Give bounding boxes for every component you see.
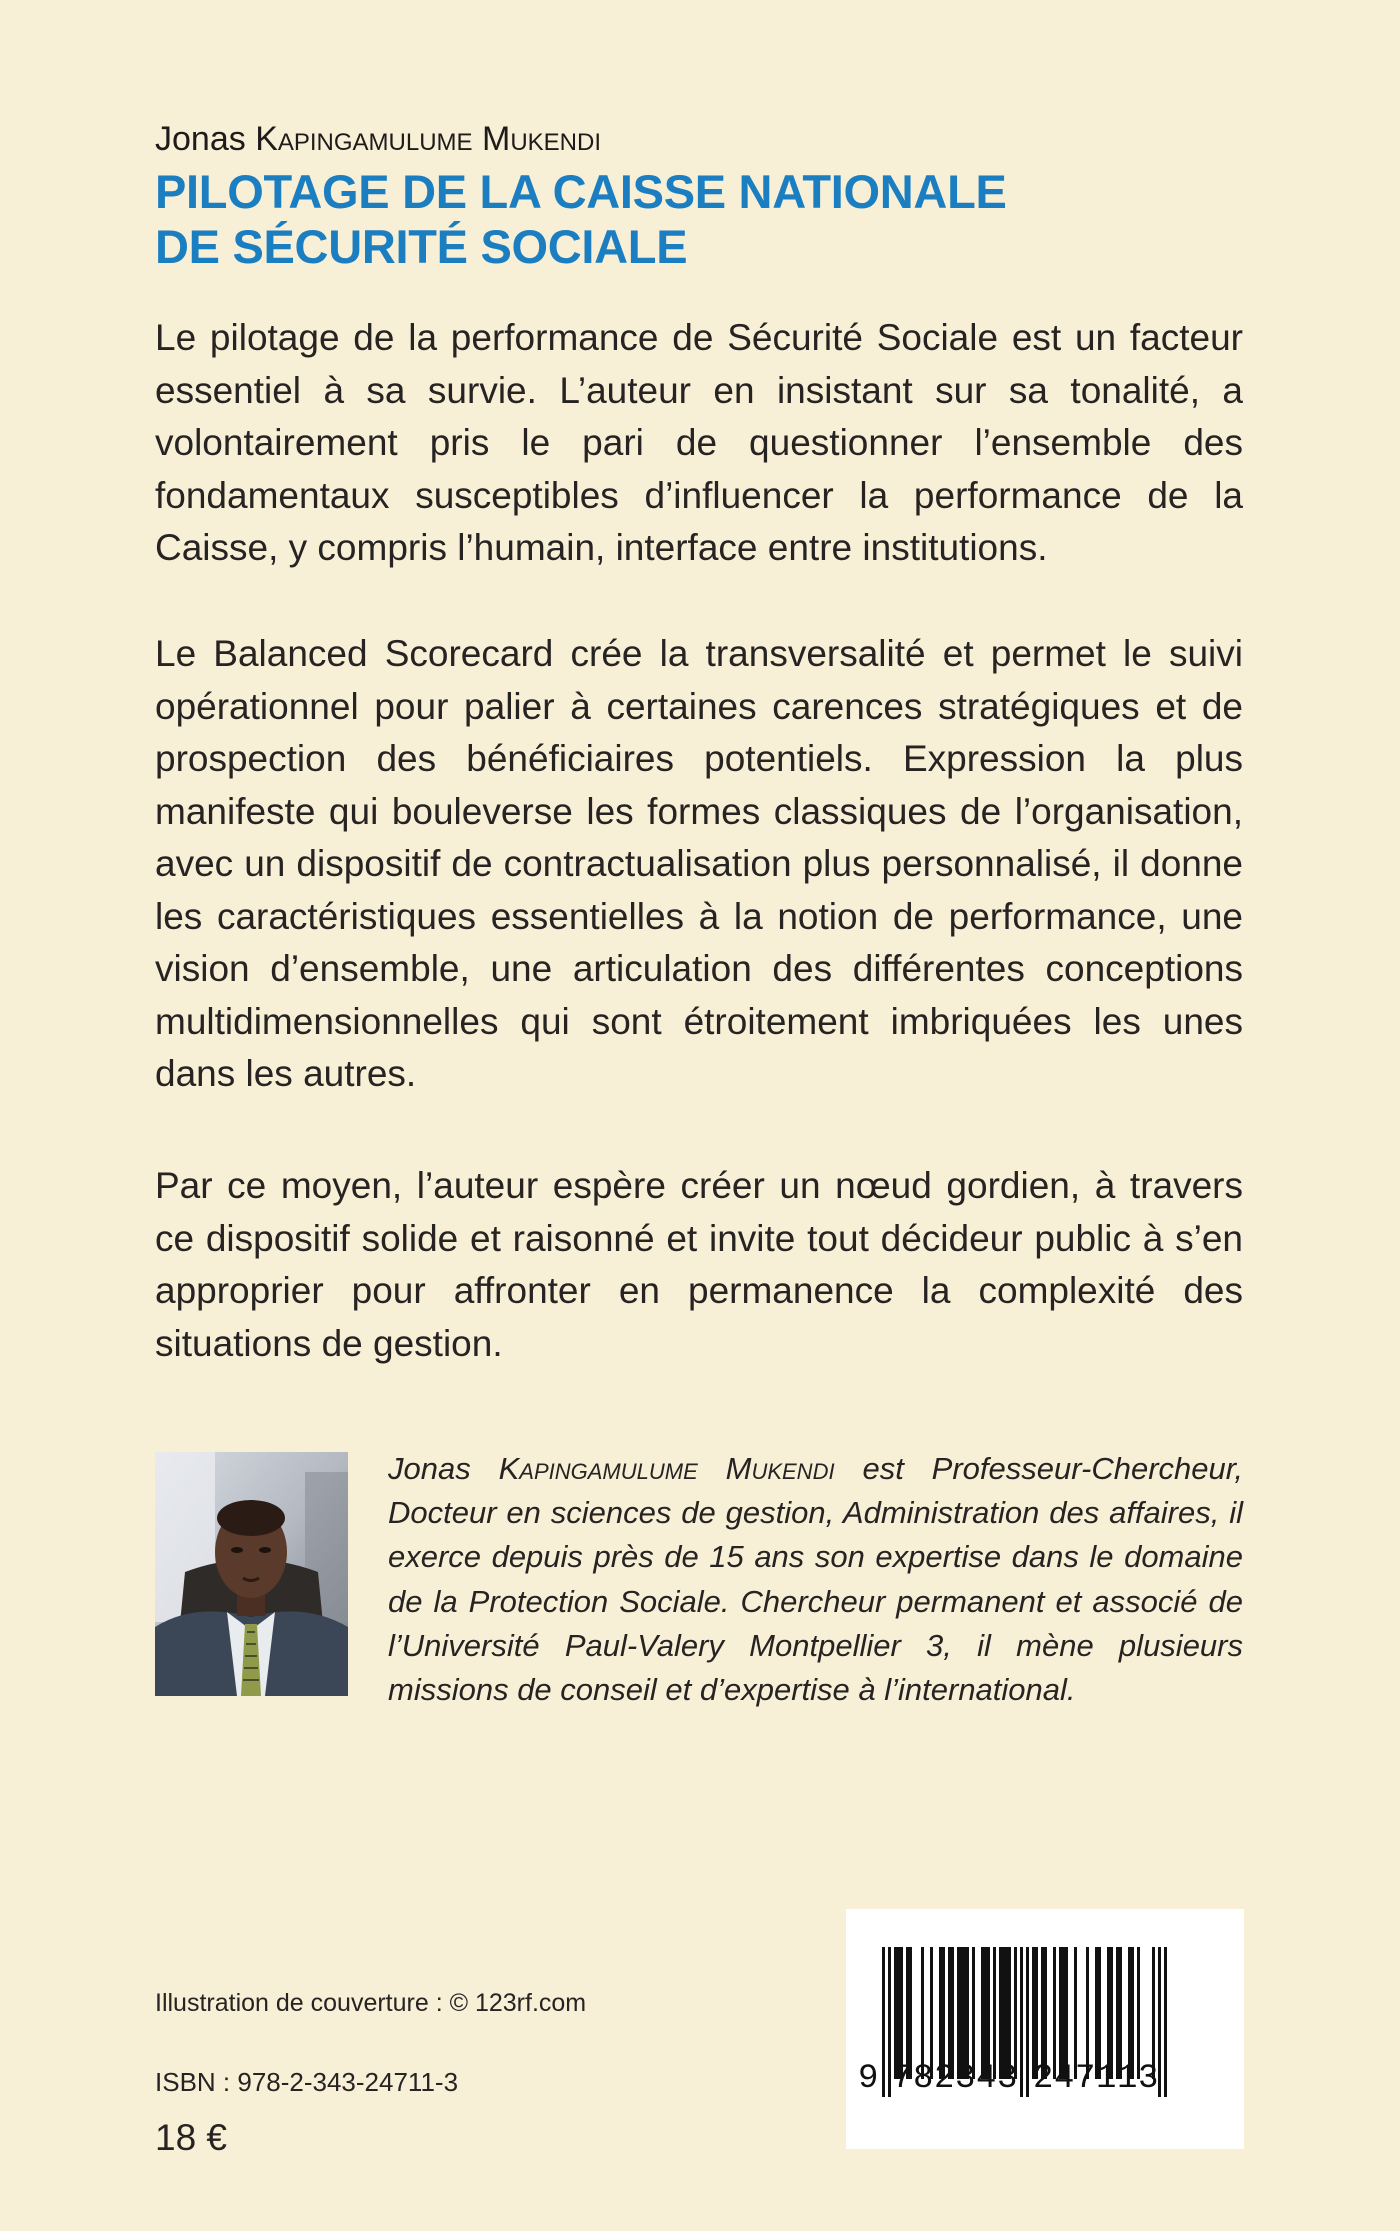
author-last-name: Kapingamulume Mukendi [255, 120, 602, 158]
bio-text: est Professeur-Chercheur, Docteur en sciences de gestion, Administration des affaires, il exerce depuis près de 15 ans son expertise dans le domaine de la Protection Sociale. Chercheur permanent et associé de l’Université Paul-Valery Montpellier 3, il mène plusieurs missions de conseil et d’expertise à l’international. [388, 1451, 1243, 1708]
barcode-digit: 1 [1117, 2060, 1138, 2098]
author-photo [155, 1452, 348, 1696]
barcode-bars [846, 1909, 1244, 2149]
barcode-digit: 3 [997, 2060, 1018, 2098]
barcode-digit: 3 [1138, 2060, 1159, 2098]
author-bio [388, 1447, 1243, 1712]
author-first-name: Jonas [155, 120, 246, 158]
blurb-paragraph-3: Par ce moyen, l’auteur espère créer un nœud gordien, à travers ce dispositif solide et raisonné et invite tout décideur public à s’en approprier pour affronter en permanence la complexité des situations de gestion. [155, 1165, 1243, 1364]
blurb-paragraph-1: Le pilotage de la performance de Sécurité Sociale est un facteur essentiel à sa survie. L’auteur en insistant sur sa tonalité, a volontairement pris le pari de questionner l’ensemble des fondamentaux susceptibles d’influencer la performance de la Caisse, y compris l’humain, interface entre institutions. [155, 317, 1243, 568]
barcode-digit: 3 [955, 2060, 976, 2098]
barcode-digit: 1 [1096, 2060, 1117, 2098]
barcode-digit: 4 [1054, 2060, 1075, 2098]
barcode-digits [846, 2059, 1244, 2109]
barcode [846, 1909, 1244, 2149]
barcode-digit: 4 [976, 2060, 997, 2098]
barcode-digit: 7 [892, 2060, 913, 2098]
cover-illustration-credit: Illustration de couverture : © 123rf.com [155, 1989, 587, 2017]
barcode-digit: 2 [934, 2060, 955, 2098]
book-title-line-2: DE SÉCURITÉ SOCIALE [155, 220, 688, 273]
book-title-line-1: PILOTAGE DE LA CAISSE NATIONALE [155, 165, 1007, 218]
bio-author-first-name: Jonas [388, 1451, 471, 1486]
bio-author-last-name: Kapingamulume Mukendi [498, 1451, 835, 1486]
book-title [155, 164, 1255, 274]
barcode-digit: 2 [1033, 2060, 1054, 2098]
isbn: ISBN : 978-2-343-24711-3 [155, 2067, 459, 2097]
barcode-digit: 9 [858, 2060, 879, 2098]
author-name-header [155, 118, 601, 160]
barcode-digit: 7 [1075, 2060, 1096, 2098]
price: 18 € [155, 2117, 228, 2158]
barcode-digit: 8 [913, 2060, 934, 2098]
blurb-paragraph-2: Le Balanced Scorecard crée la transversalité et permet le suivi opérationnel pour palier à certaines carences stratégiques et de prospection des bénéficiaires potentiels. Expression la plus manifeste qui bouleverse les formes classiques de l’organisation, avec un dispositif de contractualisation plus personnalisé, il donne les caractéristiques essentielles à la notion de performance, une vision d’ensemble, une articulation des différentes conceptions multidimensionnelles qui sont étroitement imbriquées les unes dans les autres. [155, 633, 1243, 1094]
